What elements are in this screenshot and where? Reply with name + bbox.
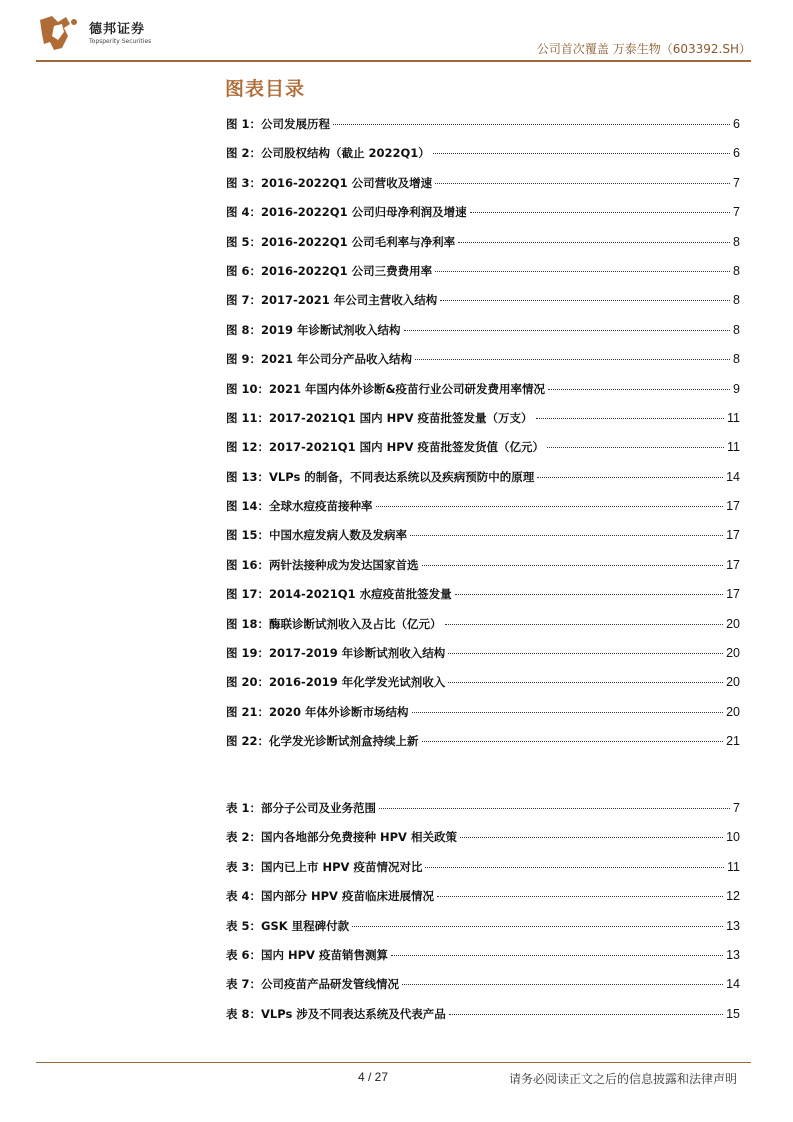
figure-entry[interactable] — [226, 704, 740, 733]
figure-entry[interactable] — [226, 616, 740, 645]
figure-entry-label: 图 1：公司发展历程 — [226, 117, 331, 131]
figure-entry-page: 17 — [726, 557, 740, 572]
footer-divider — [36, 1062, 751, 1063]
table-entry-page: 15 — [726, 1006, 740, 1021]
page-title: 图表目录 — [225, 78, 306, 100]
figure-entry-label: 图 12：2017-2021Q1 国内 HPV 疫苗批签发货值（亿元） — [226, 440, 545, 455]
table-entry-page: 13 — [726, 947, 740, 962]
table-entry-label: 表 6：国内 HPV 疫苗销售测算 — [226, 947, 388, 962]
dot-leader — [445, 624, 724, 625]
table-entry-page: 12 — [726, 889, 740, 904]
figure-entry[interactable] — [226, 498, 740, 527]
dot-leader — [437, 896, 723, 897]
figure-entry-page: 17 — [726, 528, 740, 543]
figure-entry-label: 图 18：酶联诊断试剂收入及占比（亿元） — [226, 616, 442, 631]
table-entry[interactable] — [226, 829, 740, 858]
figure-entry-page: 11 — [727, 440, 740, 455]
logo-english-name: Topsperity Securities — [89, 38, 152, 45]
figure-entry[interactable] — [226, 116, 740, 145]
figure-entry-page: 7 — [733, 175, 740, 190]
logo-chinese-name: 德邦证券 — [89, 22, 146, 37]
figure-entry-label: 图 8：2019 年诊断试剂收入结构 — [226, 322, 401, 337]
figure-entry-page: 17 — [726, 499, 740, 514]
figure-entry-label: 图 2：公司股权结构（截止 2022Q1） — [226, 146, 430, 161]
figure-entry-label: 图 15：中国水痘发病人数及发病率 — [226, 528, 408, 543]
dot-leader — [448, 653, 723, 654]
figure-entry-label: 图 20：2016-2019 年化学发光试剂收入 — [226, 675, 446, 690]
figure-entry-label: 图 21：2020 年体外诊断市场结构 — [226, 704, 409, 719]
figure-entry-page: 17 — [726, 587, 740, 602]
figure-entry[interactable] — [226, 733, 740, 762]
figure-entry-page: 8 — [733, 234, 740, 249]
table-entry-page: 11 — [727, 859, 740, 874]
figure-entry[interactable] — [226, 439, 740, 468]
table-entry[interactable] — [226, 947, 740, 976]
dot-leader — [537, 477, 723, 478]
figure-entry-page: 9 — [733, 381, 740, 396]
table-entry-label: 表 7：公司疫苗产品研发管线情况 — [226, 977, 400, 992]
figure-entry[interactable] — [226, 469, 740, 498]
figure-entry[interactable] — [226, 234, 740, 263]
dot-leader — [470, 212, 730, 213]
figure-entry-page: 21 — [726, 734, 740, 749]
figure-entry-page: 11 — [727, 410, 740, 425]
figure-entry[interactable] — [226, 292, 740, 321]
dot-leader — [455, 594, 724, 595]
table-entry-page: 10 — [726, 830, 740, 845]
table-entry-label: 表 2：国内各地部分免费接种 HPV 相关政策 — [226, 830, 457, 845]
dot-leader — [547, 447, 724, 448]
figure-entry[interactable] — [226, 263, 740, 292]
logo-mark-icon — [36, 14, 84, 52]
figure-entry-page: 20 — [726, 646, 740, 661]
figure-entry-page: 8 — [733, 293, 740, 308]
figure-entry[interactable] — [226, 381, 740, 410]
table-entry-label: 表 1：部分子公司及业务范围 — [226, 801, 377, 815]
dot-leader — [433, 153, 730, 154]
figure-entry-label: 图 16：两针法接种成为发达国家首选 — [226, 557, 419, 572]
figure-entry-label: 图 9：2021 年公司分产品收入结构 — [226, 352, 413, 367]
page-number: 4 / 27 — [358, 1070, 389, 1084]
figure-entry[interactable] — [226, 674, 740, 703]
figure-entry[interactable] — [226, 145, 740, 174]
dot-leader — [333, 124, 730, 125]
figure-entry[interactable] — [226, 557, 740, 586]
figure-entry-label: 图 11：2017-2021Q1 国内 HPV 疫苗批签发量（万支） — [226, 410, 533, 425]
dot-leader — [448, 682, 723, 683]
table-entry[interactable] — [226, 859, 740, 888]
dot-leader — [536, 418, 724, 419]
figure-entry-label: 图 4：2016-2022Q1 公司归母净利润及增速 — [226, 205, 467, 220]
figure-entry-page: 8 — [733, 263, 740, 278]
table-entry-page: 14 — [726, 977, 740, 992]
figure-entry-label: 图 13：VLPs 的制备，不同表达系统以及疾病预防中的原理 — [226, 469, 535, 484]
dot-leader — [391, 955, 723, 956]
dot-leader — [425, 867, 724, 868]
table-entry-label: 表 8：VLPs 涉及不同表达系统及代表产品 — [226, 1006, 446, 1021]
figure-entry-page: 20 — [726, 704, 740, 719]
table-entry[interactable] — [226, 800, 740, 829]
table-entry[interactable] — [226, 1006, 740, 1035]
table-entry-label: 表 5：GSK 里程碑付款 — [226, 918, 350, 933]
table-entry-label: 表 4：国内部分 HPV 疫苗临床进展情况 — [226, 889, 434, 904]
figure-entry-page: 8 — [733, 322, 740, 337]
table-entry[interactable] — [226, 888, 740, 917]
dot-leader — [435, 183, 730, 184]
figure-entry[interactable] — [226, 410, 740, 439]
figure-entry-page: 7 — [733, 205, 740, 220]
figure-entry-label: 图 7：2017-2021 年公司主营收入结构 — [226, 293, 438, 308]
table-entry[interactable] — [226, 976, 740, 1005]
figure-entry[interactable] — [226, 322, 740, 351]
figure-entry-label: 图 19：2017-2019 年诊断试剂收入结构 — [226, 646, 446, 661]
figure-entry-label: 图 22：化学发光诊断试剂盒持续上新 — [226, 734, 419, 749]
dot-leader — [422, 741, 724, 742]
dot-leader — [422, 565, 724, 566]
figure-entry[interactable] — [226, 175, 740, 204]
figure-entry-page: 14 — [726, 469, 740, 484]
figure-entry-label: 图 6：2016-2022Q1 公司三费费用率 — [226, 263, 433, 278]
figure-entry[interactable] — [226, 204, 740, 233]
figure-entry-page: 6 — [733, 146, 740, 161]
figure-entry-label: 图 10：2021 年国内体外诊断&疫苗行业公司研发费用率情况 — [226, 381, 546, 396]
figure-entry[interactable] — [226, 351, 740, 380]
dot-leader — [415, 359, 730, 360]
table-list — [226, 800, 740, 1035]
dot-leader — [458, 242, 730, 243]
table-entry-label: 表 3：国内已上市 HPV 疫苗情况对比 — [226, 859, 423, 874]
figure-entry-page: 8 — [733, 352, 740, 367]
figure-entry-page: 20 — [726, 675, 740, 690]
company-logo — [36, 14, 156, 58]
figure-list — [226, 116, 740, 763]
table-entry-page: 13 — [726, 918, 740, 933]
figure-entry[interactable] — [226, 527, 740, 556]
disclaimer-note: 请务必阅读正文之后的信息披露和法律声明 — [508, 1072, 737, 1086]
dot-leader — [548, 389, 730, 390]
figure-entry[interactable] — [226, 586, 740, 615]
dot-leader — [376, 506, 724, 507]
dot-leader — [449, 1014, 723, 1015]
figure-entry-label: 图 5：2016-2022Q1 公司毛利率与净利率 — [226, 234, 456, 249]
figure-entry-label: 图 14：全球水痘疫苗接种率 — [226, 499, 373, 514]
table-entry-page: 7 — [733, 801, 740, 815]
figure-entry-page: 20 — [726, 616, 740, 631]
dot-leader — [404, 330, 731, 331]
figure-entry[interactable] — [226, 645, 740, 674]
header-divider — [36, 60, 751, 62]
table-entry[interactable] — [226, 918, 740, 947]
dot-leader — [402, 984, 723, 985]
figure-entry-label: 图 3：2016-2022Q1 公司营收及增速 — [226, 175, 433, 190]
figure-entry-label: 图 17：2014-2021Q1 水痘疫苗批签发量 — [226, 587, 452, 602]
dot-leader — [440, 300, 730, 301]
header-report-info: 公司首次覆盖 万泰生物（603392.SH） — [536, 42, 751, 56]
dot-leader — [352, 926, 723, 927]
figure-entry-page: 6 — [733, 117, 740, 131]
dot-leader — [460, 837, 723, 838]
dot-leader — [435, 271, 730, 272]
dot-leader — [412, 712, 724, 713]
dot-leader — [410, 535, 723, 536]
dot-leader — [379, 808, 730, 809]
